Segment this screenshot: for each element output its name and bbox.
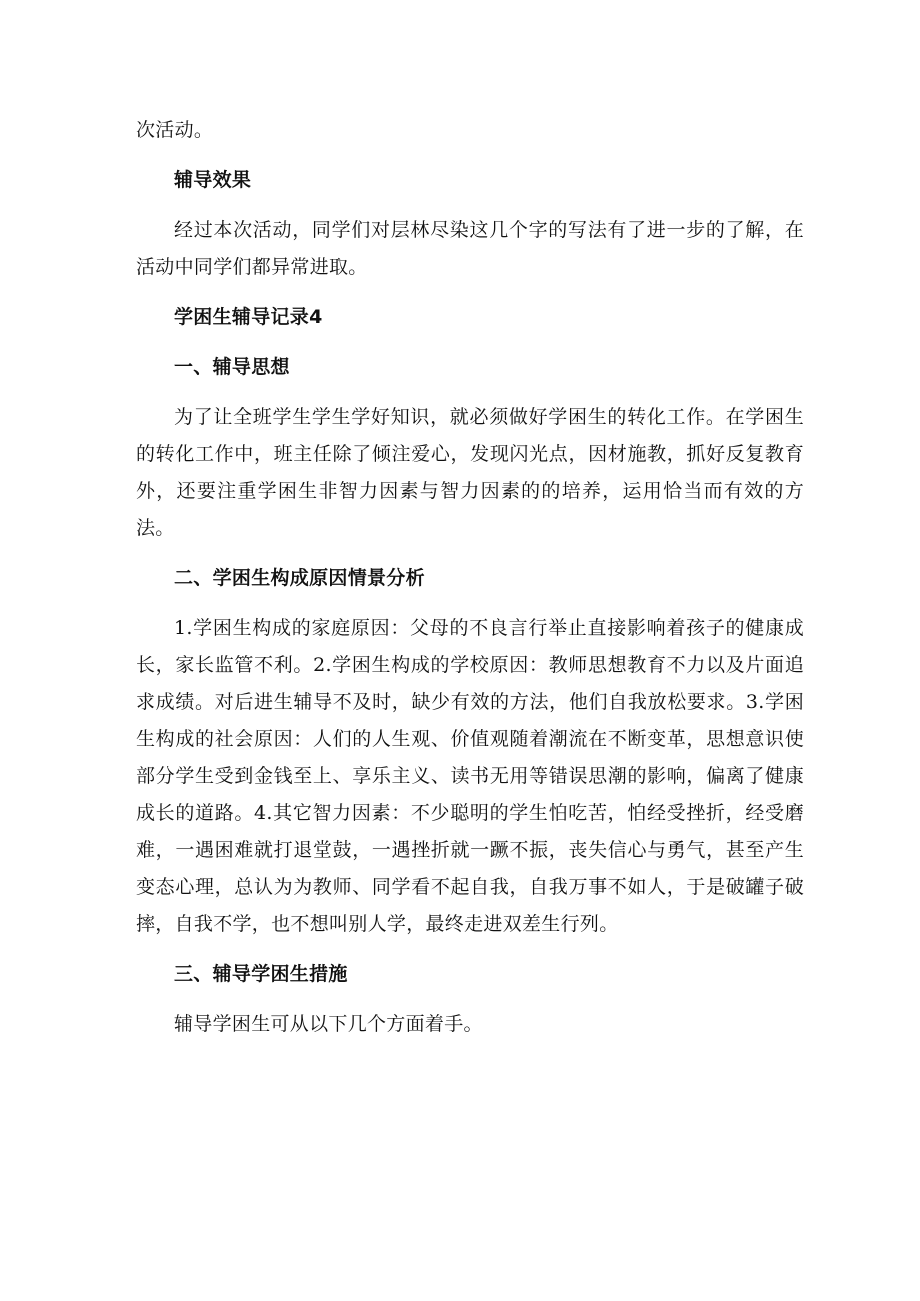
paragraph-analysis: 1.学困生构成的家庭原因：父母的不良言行举止直接影响着孩子的健康成长，家长监管不利。2.学困生构成的学校原因：教师思想教育不力以及片面追求成绩。对后进生辅导不及时，缺少有效的方法，他们自我放松要求。3.学困生构成的社会原因：人们的人生观、价值观随着潮流在不断变革，思想意识使部分学生受到金钱至上、享乐主义、读书无用等错误思潮的影响，偏离了健康成长的道路。4.其它智力因素：不少聪明的学生怕吃苦，怕经受挫折，经受磨难，一遇困难就打退堂鼓，一遇挫折就一蹶不振，丧失信心与勇气，甚至产生变态心理，总认为为教师、同学看不起自我，自我万事不如人，于是破罐子破摔，自我不学，也不想叫别人学，最终走进双差生行列。 — [136, 617, 804, 935]
paragraph-measures: 辅导学困生可从以下几个方面着手。 — [174, 1013, 483, 1035]
paragraph-thought: 为了让全班学生学生学好知识，就必须做好学困生的转化工作。在学困生的转化工作中，班主任除了倾注爱心，发现闪光点，因材施教，抓好反复教育外，还要注重学困生非智力因素与智力因素的的培养，运用恰当而有效的方法。 — [136, 406, 804, 539]
paragraph-effect: 经过本次活动，同学们对层林尽染这几个字的写法有了进一步的了解，在活动中同学们都异常进取。 — [136, 219, 804, 278]
paragraph-continued: 次活动。 — [136, 119, 214, 141]
heading-effect: 辅导效果 — [174, 169, 252, 191]
heading-analysis: 二、学困生构成原因情景分析 — [174, 567, 425, 589]
heading-thought: 一、辅导思想 — [174, 356, 290, 378]
document-page — [136, 112, 804, 1056]
heading-measures: 三、辅导学困生措施 — [174, 963, 348, 985]
heading-record: 学困生辅导记录4 — [174, 306, 323, 328]
